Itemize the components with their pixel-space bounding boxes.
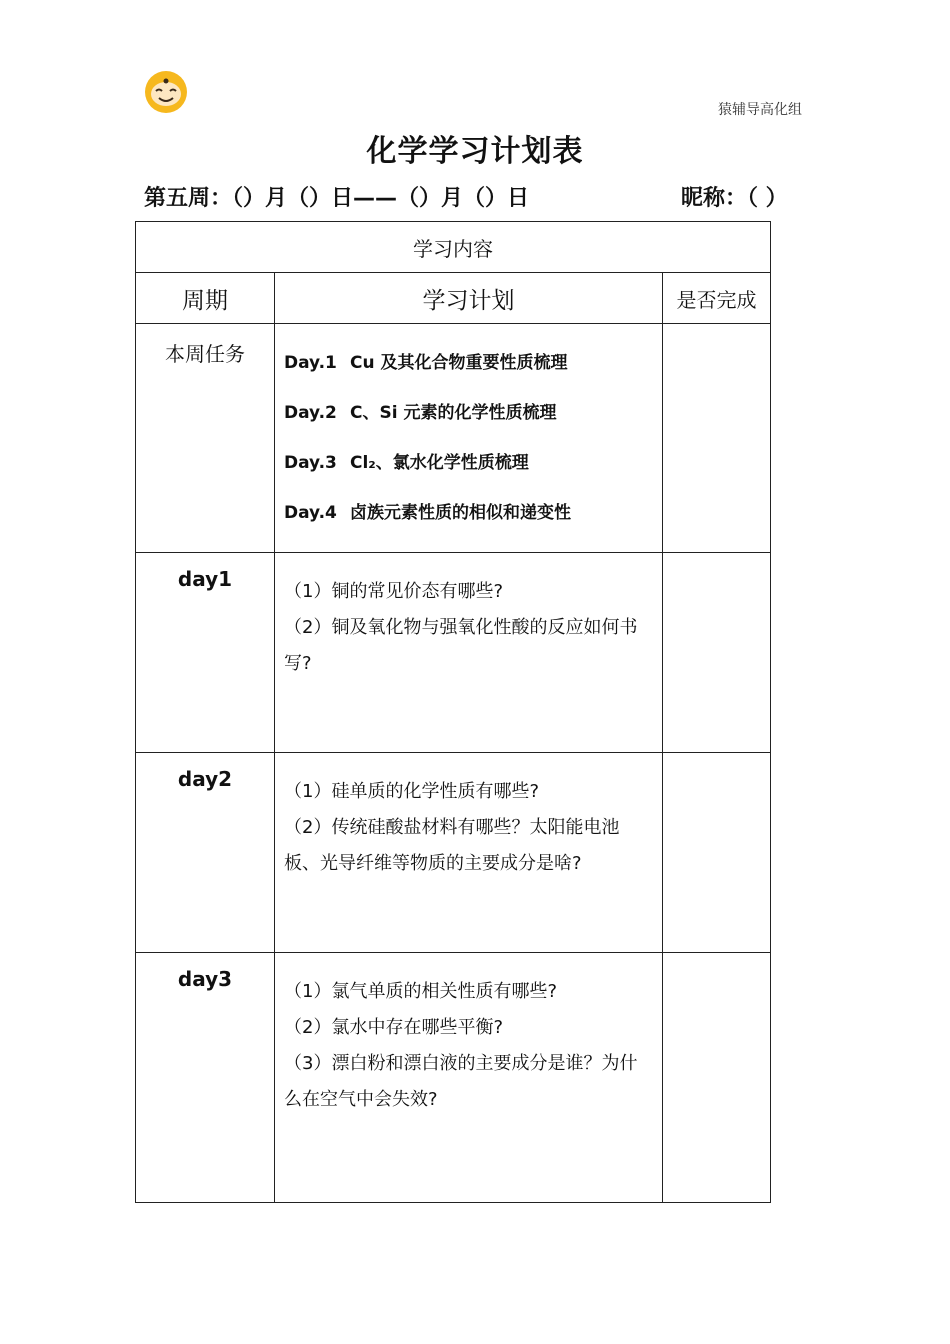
done-cell-tasks[interactable] xyxy=(663,324,771,553)
day2-label: day2 xyxy=(136,753,275,953)
nickname-line: 昵称：（ ） xyxy=(681,186,788,211)
page-title: 化学学习计划表 xyxy=(366,134,584,169)
question-line: 板、光导纤维等物质的主要成分是啥? xyxy=(284,853,582,874)
question-line: （2）铜及氧化物与强氧化性酸的反应如何书 xyxy=(284,617,638,638)
tasks-cell xyxy=(275,324,663,553)
question-line: 写? xyxy=(284,653,312,674)
section-title: 学习内容 xyxy=(136,222,771,273)
question-line: （3）漂白粉和漂白液的主要成分是谁？为什 xyxy=(284,1053,638,1074)
day3-label: day3 xyxy=(136,953,275,1203)
done-cell-day3[interactable] xyxy=(663,953,771,1203)
day2-plan xyxy=(275,753,663,953)
task-item: Day.2 C、Si 元素的化学性质梳理 xyxy=(284,403,557,423)
question-line: （1）氯气单质的相关性质有哪些? xyxy=(284,981,558,1002)
day3-plan xyxy=(275,953,663,1203)
monkey-logo-icon xyxy=(144,70,188,114)
study-plan-table xyxy=(135,221,771,1203)
tasks-label: 本周任务 xyxy=(136,324,275,553)
task-item: Day.4 卤族元素性质的相似和递变性 xyxy=(284,503,571,523)
question-line: 么在空气中会失效? xyxy=(284,1089,438,1110)
question-line: （1）硅单质的化学性质有哪些? xyxy=(284,781,540,802)
done-cell-day2[interactable] xyxy=(663,753,771,953)
group-name: 猿辅导高化组 xyxy=(718,102,802,118)
question-line: （2）传统硅酸盐材料有哪些？太阳能电池 xyxy=(284,817,620,838)
task-item: Day.1 Cu 及其化合物重要性质梳理 xyxy=(284,353,568,373)
day1-label: day1 xyxy=(136,553,275,753)
question-line: （2）氯水中存在哪些平衡? xyxy=(284,1017,504,1038)
question-line: （1）铜的常见价态有哪些? xyxy=(284,581,504,602)
column-header-period: 周期 xyxy=(136,273,275,324)
done-cell-day1[interactable] xyxy=(663,553,771,753)
column-header-plan: 学习计划 xyxy=(275,273,663,324)
task-item: Day.3 Cl₂、氯水化学性质梳理 xyxy=(284,453,529,473)
column-header-done: 是否完成 xyxy=(663,273,771,324)
day1-plan xyxy=(275,553,663,753)
week-date-line: 第五周：（）月（）日——（）月（）日 xyxy=(144,186,530,211)
